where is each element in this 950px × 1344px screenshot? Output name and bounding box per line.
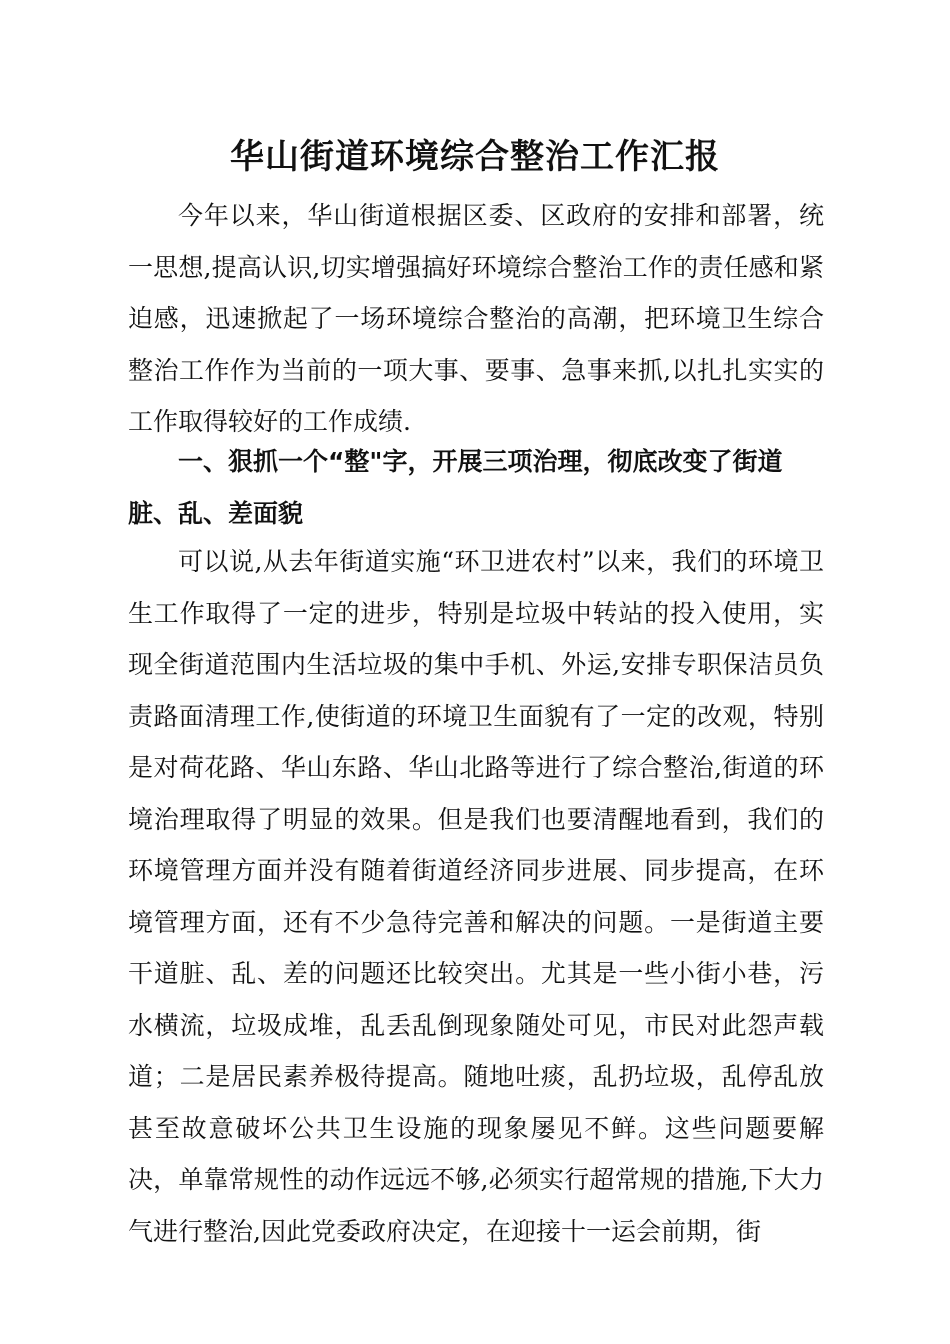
intro-paragraph: 今年以来，华山街道根据区委、区政府的安排和部署，统一思想,提高认识,切实增强搞好环境综合整治工作的责任感和紧迫感，迅速掀起了一场环境综合整治的高潮，把环境卫生综合整治工作作为当前的一项大事、要事、急事来抓,以扎扎实实的工作取得较好的工作成绩. (128, 201, 824, 436)
document-title: 华山街道环境综合整治工作汇报 (230, 137, 720, 177)
section-body-paragraph: 可以说,从去年街道实施“环卫进农村”以来，我们的环境卫生工作取得了一定的进步，特别是垃圾中转站的投入使用，实现全街道范围内生活垃圾的集中手机、外运,安排专职保洁员负责路面清理工作,使街道的环境卫生面貌有了一定的改观，特别是对荷花路、华山东路、华山北路等进行了综合整治,街道的环境治理取得了明显的效果。但是我们也要清醒地看到，我们的环境管理方面并没有随着街道经济同步进展、同步提高，在环境管理方面，还有不少急待完善和解决的问题。一是街道主要干道脏、乱、差的问题还比较突出。尤其是一些小街小巷，污水横流，垃圾成堆，乱丢乱倒现象随处可见，市民对此怨声载道；二是居民素养极待提高。随地吐痰，乱扔垃圾，乱停乱放甚至故意破坏公共卫生设施的现象屡见不鲜。这些问题要解决，单靠常规性的动作远远不够,必须实行超常规的措施,下大力气进行整治,因此党委政府决定，在迎接十一运会前期，街 (128, 547, 824, 1246)
section-heading: 一、狠抓一个“整"字，开展三项治理，彻底改变了街道脏、乱、差面貌 (128, 447, 783, 528)
